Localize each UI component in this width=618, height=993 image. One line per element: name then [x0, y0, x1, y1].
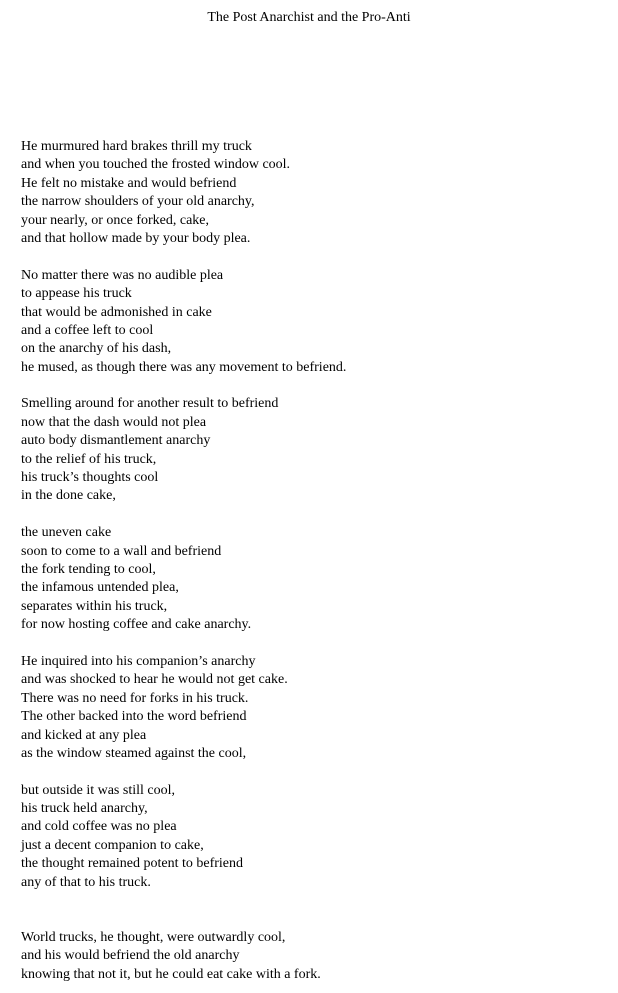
poem-line: now that the dash would not plea — [21, 414, 207, 430]
poem-line: in the done cake, — [21, 488, 116, 504]
poem-line: and that hollow made by your body plea. — [21, 230, 251, 246]
poem-line: but outside it was still cool, — [21, 782, 175, 798]
stanza-2 — [21, 267, 611, 377]
poem-line: that would be admonished in cake — [21, 304, 212, 320]
poem-line: and a coffee left to cool — [21, 322, 154, 338]
page-title: The Post Anarchist and the Pro-Anti — [207, 10, 411, 25]
poem-line: on the anarchy of his dash, — [21, 341, 172, 357]
poem-line: the thought remained potent to befriend — [21, 856, 243, 872]
poem-line: he mused, as though there was any movement to befriend. — [21, 359, 347, 375]
poem-line: the uneven cake — [21, 525, 112, 541]
poem-line: his truck’s thoughts cool — [21, 470, 159, 486]
poem-line: and cold coffee was no plea — [21, 819, 177, 835]
stanza-1 — [21, 138, 611, 248]
poem-line: his truck held anarchy, — [21, 801, 148, 817]
poem-line: and was shocked to hear he would not get cake. — [21, 672, 288, 688]
poem-line: and kicked at any plea — [21, 727, 147, 743]
poem-line: separates within his truck, — [21, 598, 168, 614]
stanza-6 — [21, 782, 611, 892]
poem-line: He murmured hard brakes thrill my truck — [21, 139, 252, 154]
poem-line: He inquired into his companion’s anarchy — [21, 653, 256, 669]
stanza-3 — [21, 395, 611, 505]
poem-line: There was no need for forks in his truck. — [21, 690, 249, 706]
poem-line: the infamous untended plea, — [21, 580, 179, 596]
poem-line: knowing that not it, but he could eat cake with a fork. — [21, 966, 321, 982]
poem-body — [21, 138, 611, 984]
poem-line: the fork tending to cool, — [21, 561, 156, 577]
stanza-4 — [21, 524, 611, 634]
poem-line: and when you touched the frosted window cool. — [21, 157, 291, 173]
poem-line: your nearly, or once forked, cake, — [21, 212, 210, 228]
poem-line: The other backed into the word befriend — [21, 709, 247, 725]
poem-line: auto body dismantlement anarchy — [21, 433, 211, 449]
poem-line: Smelling around for another result to befriend — [21, 396, 279, 412]
poem-line: to appease his truck — [21, 286, 132, 302]
poem-line: and his would befriend the old anarchy — [21, 948, 240, 964]
poem-line: just a decent companion to cake, — [21, 837, 204, 853]
poem-line: No matter there was no audible plea — [21, 267, 224, 283]
poem-line: World trucks, he thought, were outwardly cool, — [21, 929, 286, 945]
poem-line: for now hosting coffee and cake anarchy. — [21, 617, 252, 633]
poem-line: to the relief of his truck, — [21, 451, 157, 467]
poem-line: soon to come to a wall and befriend — [21, 543, 222, 559]
poem-line: the narrow shoulders of your old anarchy, — [21, 194, 255, 210]
poem-line: He felt no mistake and would befriend — [21, 175, 237, 191]
poem-line: any of that to his truck. — [21, 874, 151, 890]
poem-line: as the window steamed against the cool, — [21, 745, 247, 761]
stanza-5 — [21, 653, 611, 763]
envoi-stanza — [21, 929, 611, 984]
